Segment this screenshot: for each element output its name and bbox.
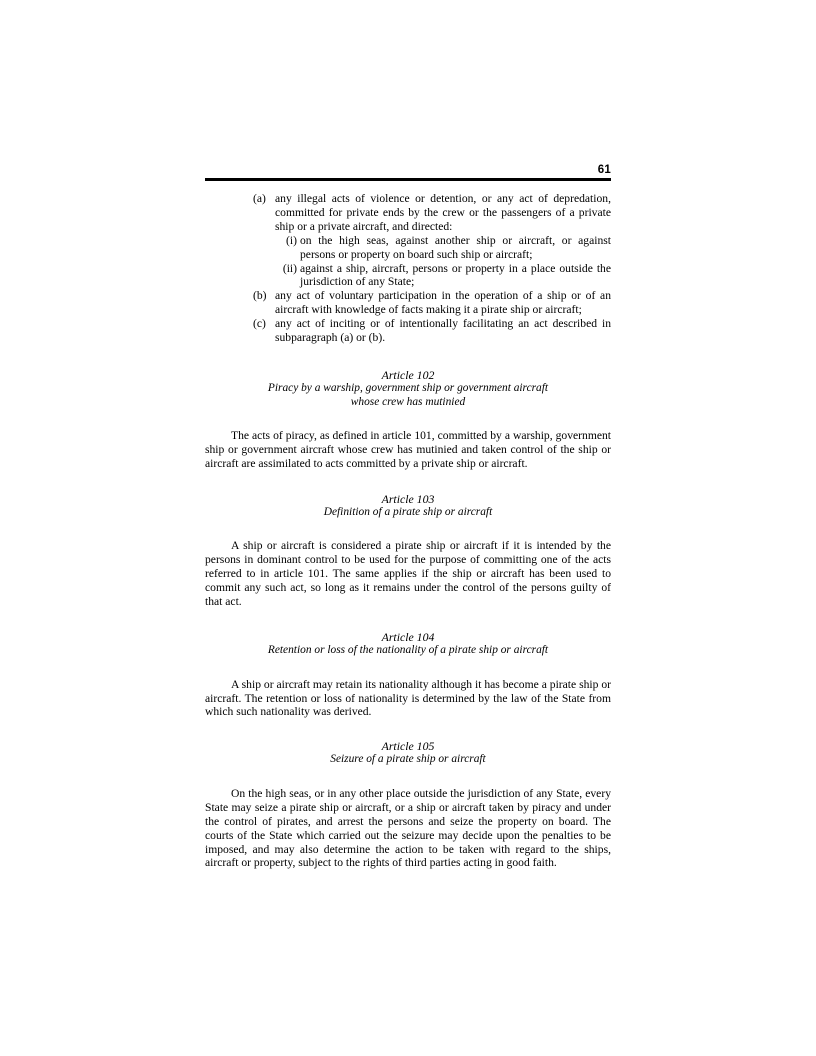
page-content [205,192,611,870]
article-number: Article 103 [381,491,435,506]
list-item [205,317,611,345]
article-body-104: A ship or aircraft may retain its nationality although it has become a pirate ship or aircraft. The retention or loss of nationality is determined by the law of the State from which such nationality was derived. [205,677,611,719]
header-rule [205,178,611,181]
page-header [205,164,611,181]
article-heading-102 [205,368,611,409]
sub-list-item-text: against a ship, aircraft, persons or property in a place outside the jurisdiction of any State; [300,261,611,289]
sub-list [275,234,611,290]
article-title-line: whose crew has mutinied [350,395,466,408]
list-item-text: any act of inciting or of intentionally facilitating an act described in subparagraph (a) or (b). [275,317,611,345]
article-number: Article 102 [381,367,435,382]
article-heading-104 [205,630,611,658]
article-number: Article 105 [381,739,435,754]
article-body-103: A ship or aircraft is considered a pirate ship or aircraft if it is intended by the persons in dominant control to be used for the purpose of committing one of the acts referred to in article 101. The same applies if the ship or aircraft has been used to commit any such act, so long as it remains under the control of the persons guilty of that act. [205,539,611,609]
list-item-text: any act of voluntary participation in the operation of a ship or of an aircraft with knowledge of facts making it a pirate ship or aircraft; [275,289,611,317]
sub-list-item-marker: (ii) [282,261,297,275]
sub-list-item [275,262,611,290]
article-title-line: Seizure of a pirate ship or aircraft [330,753,486,766]
spacer [205,609,611,630]
spacer [205,345,611,368]
sub-list-item-marker: (i) [286,233,297,247]
article-body-102: The acts of piracy, as defined in article 101, committed by a warship, government ship or government aircraft whose crew has mutinied and taken control of the ship or aircraft are assimilated to acts committed by a private ship or aircraft. [205,429,611,470]
spacer [205,519,611,539]
article-heading-103 [205,492,611,520]
sub-list-item [275,234,611,262]
spacer [205,658,611,678]
article-title-line: Retention or loss of the nationality of a pirate ship or aircraft [267,644,549,656]
article-number: Article 104 [381,630,435,644]
list-item-marker: (c) [253,317,266,331]
page-number: 61 [597,164,611,176]
article-title-line: Definition of a pirate ship or aircraft [323,505,493,518]
list-item-marker: (b) [253,289,267,303]
spacer [205,409,611,429]
article-title-line: Piracy by a warship, government ship or government aircraft [267,381,549,394]
sub-list-item-text: on the high seas, against another ship or aircraft, or against persons or property on board such ship or aircraft; [300,233,611,261]
list-item-text: any illegal acts of violence or detention, or any act of depredation, committed for private ends by the crew or the passengers of a private ship or a private aircraft, and directed: [275,192,611,233]
article-heading-105 [205,739,611,767]
list-item [205,289,611,317]
spacer [205,719,611,739]
spacer [205,471,611,492]
list-item-marker: (a) [253,192,266,205]
spacer [205,767,611,787]
definition-list [205,192,611,345]
list-item [205,192,611,289]
article-body-105: On the high seas, or in any other place outside the jurisdiction of any State, every State may seize a pirate ship or aircraft, or a ship or aircraft taken by piracy and under the control of pirates, and arrest the persons and seize the property on board. The courts of the State which carried out the seizure may decide upon the penalties to be imposed, and may also determine the action to be taken with regard to the ships, aircraft or property, subject to the rights of third parties acting in good faith. [205,786,611,870]
